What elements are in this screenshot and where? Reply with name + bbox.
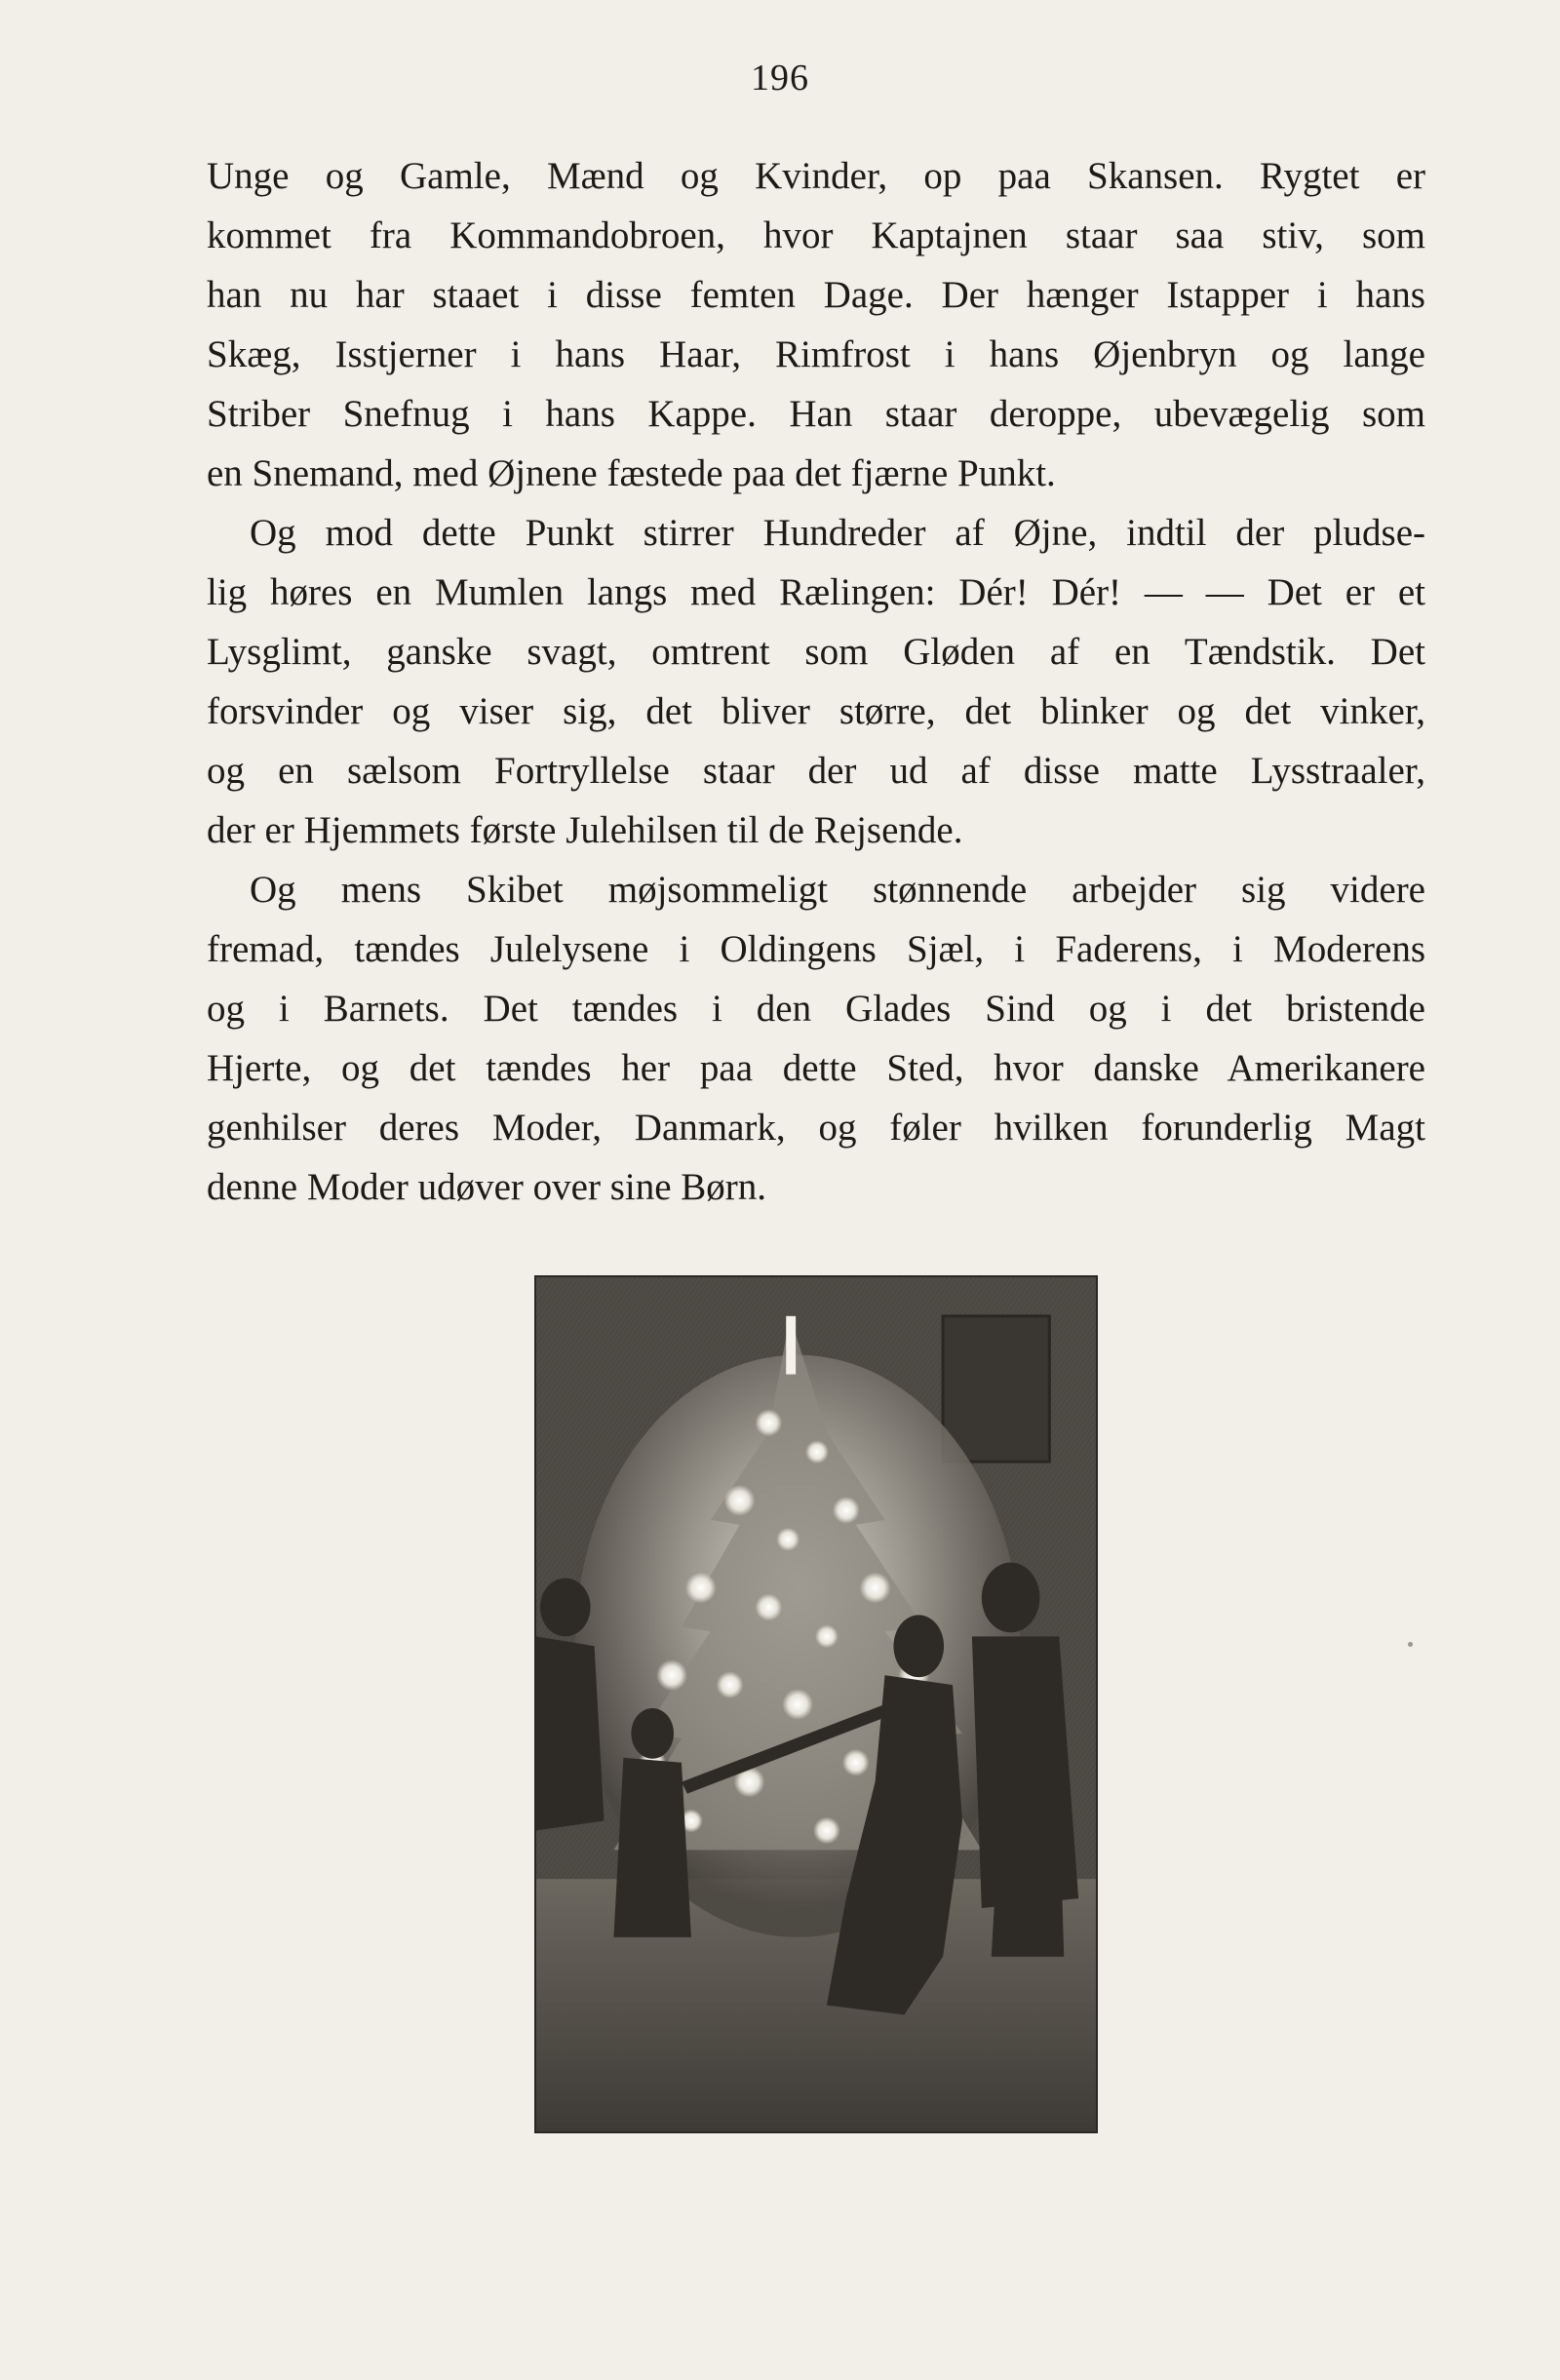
illustration-drawing (536, 1277, 1096, 2131)
body-text (207, 146, 1425, 1217)
text-line: fremad, tændes Julelysene i Oldingens Sjæl, i Faderens, i Moderens (207, 928, 1425, 970)
text-line: lig høres en Mumlen langs med Rælingen: Dér! Dér! — — Det er et (207, 571, 1425, 613)
wall-picture-frame (943, 1316, 1049, 1462)
text-line: Og mens Skibet møjsommeligt stønnende arbejder sig videre (250, 869, 1425, 911)
christmas-tree-illustration (534, 1275, 1098, 2133)
text-line: en Snemand, med Øjnene fæstede paa det fjærne Punkt. (207, 452, 1056, 494)
text-line: Hjerte, og det tændes her paa dette Sted, hvor danske Amerikanere (207, 1047, 1425, 1089)
text-line: Striber Snefnug i hans Kappe. Han staar deroppe, ubevægelig som (207, 393, 1425, 435)
text-line: Unge og Gamle, Mænd og Kvinder, op paa Skansen. Rygtet er (207, 155, 1425, 197)
text-line: og i Barnets. Det tændes i den Glades Sind og i det bristende (207, 988, 1425, 1030)
text-line: forsvinder og viser sig, det bliver større, det blinker og det vinker, (207, 690, 1425, 732)
page-number: 196 (751, 58, 809, 98)
paragraph-1 (207, 146, 1425, 503)
text-line: der er Hjemmets første Julehilsen til de Rejsende. (207, 809, 963, 851)
paragraph-2 (207, 503, 1425, 860)
text-line: denne Moder udøver over sine Børn. (207, 1166, 767, 1208)
text-line: Lysglimt, ganske svagt, omtrent som Gløden af en Tændstik. Det (207, 631, 1425, 673)
text-line: han nu har staaet i disse femten Dage. Der hænger Istapper i hans (207, 274, 1425, 316)
paragraph-3 (207, 860, 1425, 1217)
tree-top-candle (786, 1316, 796, 1375)
text-line: og en sælsom Fortryllelse staar der ud af disse matte Lysstraaler, (207, 750, 1425, 792)
text-line: Skæg, Isstjerner i hans Haar, Rimfrost i hans Øjenbryn og lange (207, 333, 1425, 375)
paper-speck (1408, 1642, 1413, 1647)
text-line: genhilser deres Moder, Danmark, og føler hvilken forunderlig Magt (207, 1107, 1425, 1149)
text-line: Og mod dette Punkt stirrer Hundreder af Øjne, indtil der pludse- (250, 512, 1425, 554)
text-line: kommet fra Kommandobroen, hvor Kaptajnen staar saa stiv, som (207, 215, 1425, 256)
